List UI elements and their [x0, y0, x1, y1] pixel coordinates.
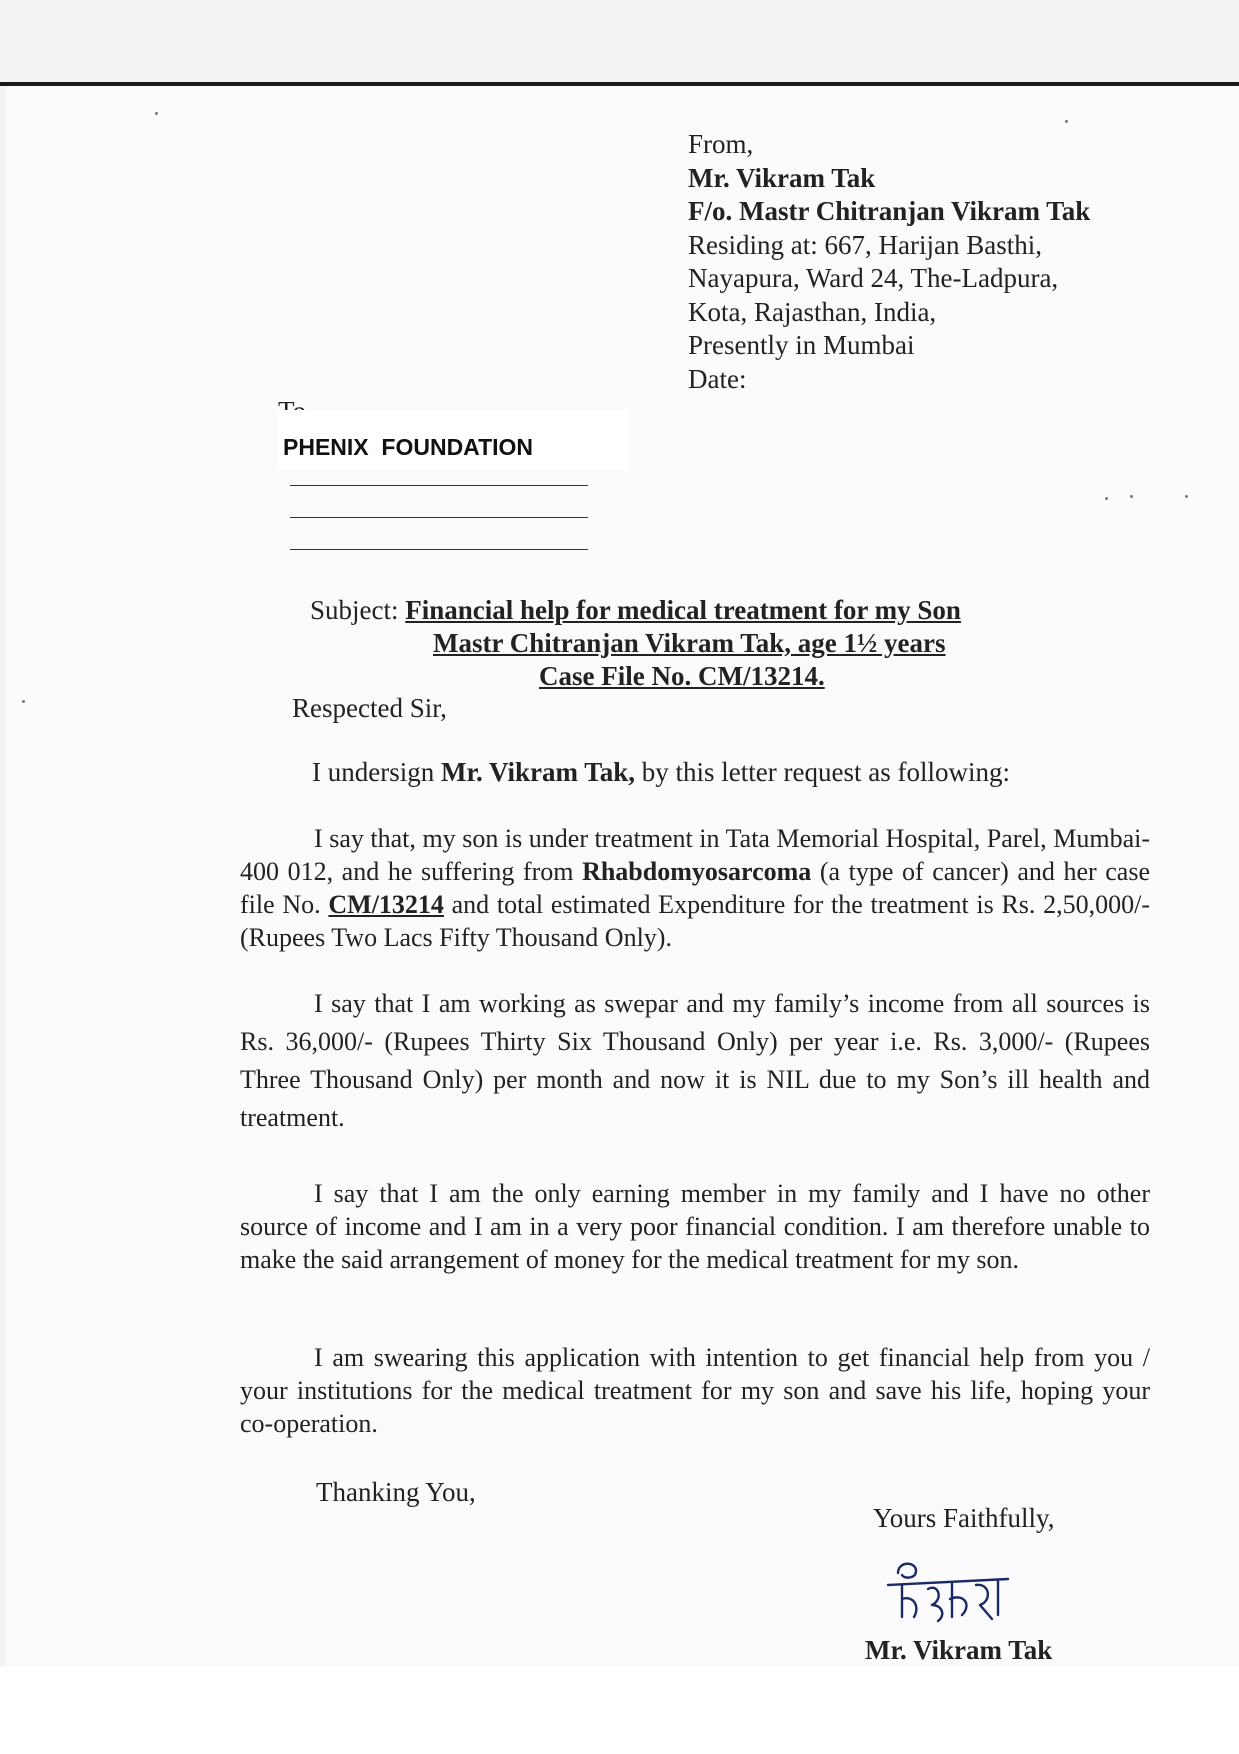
scan-speck [22, 700, 25, 703]
subject-line-2: Mastr Chitranjan Vikram Tak, age 1½ years [433, 628, 946, 658]
paragraph-condition: I say that I am the only earning member in my family and I have no other source of income and I am in a very poor financial condition. I am therefore unable to make the said arrangement of money for the medical treatment for my son. [240, 1179, 1150, 1274]
sender-address-line: Nayapura, Ward 24, The-Ladpura, [688, 263, 1059, 293]
subject-line-1: Financial help for medical treatment for my Son [405, 595, 961, 625]
sender-address-line: Kota, Rajasthan, India, [688, 296, 937, 327]
paragraph-request: I am swearing this application with intention to get financial help from you / your institutions for the medical treatment for my son and save his life, hoping your co-operation. [240, 1343, 1150, 1438]
scan-speck [1185, 495, 1188, 498]
recipient-address-blank-line [290, 485, 588, 486]
recipient-address-blank-line [290, 517, 588, 518]
paragraph-text: and total estimated Expenditure for the treatment is Rs. 2,50,000/- (Rupees Two Lacs Fifty Thousand Only). [240, 890, 1151, 952]
sender-relation: F/o. Mastr Chitranjan Vikram Tak [688, 196, 1091, 226]
disease-name: Rhabdomyosarcoma [582, 857, 812, 886]
closing-line: Yours Faithfully, [873, 1503, 1055, 1533]
scan-speck [1105, 497, 1108, 500]
subject-line-3: Case File No. CM/13214. [539, 661, 825, 691]
sender-block [688, 128, 1090, 396]
recipient-name: PHENIX FOUNDATION [283, 434, 534, 460]
paragraph-text: (a type of cancer) and her case file No. [240, 857, 1150, 919]
sender-address-line: Presently in Mumbai [688, 330, 915, 360]
intro-text: by this letter request as following: [635, 757, 1010, 787]
scan-bottom-area [0, 1666, 1239, 1754]
paragraph-income: I say that I am working as swepar and my family’s income from all sources is Rs. 36,000/- (Rupees Thirty Six Thousand Only) per year i.e. Rs. 3,000/- (Rupees Three Thousand Only) per month and now it is NIL due to my Son’s ill health and treatment. [240, 989, 1150, 1132]
date-label: Date: [688, 363, 747, 394]
scan-speck [155, 112, 158, 115]
scan-speck [1130, 495, 1133, 498]
intro-line [312, 757, 1010, 788]
intro-text: I undersign [312, 757, 441, 787]
scan-speck [1065, 120, 1068, 123]
intro-name: Mr. Vikram Tak, [440, 757, 636, 787]
signature-drawing [880, 1555, 1020, 1630]
subject-label: Subject: [310, 595, 406, 625]
sender-address-line: Residing at: 667, Harijan Basthi, [688, 229, 1042, 260]
case-file-number: CM/13214 [328, 890, 444, 919]
thanks-line: Thanking You, [316, 1477, 476, 1507]
salutation: Respected Sir, [292, 693, 447, 723]
recipient-address-blank-line [290, 549, 588, 550]
handwritten-signature [880, 1555, 1020, 1635]
paragraph-text: I say that, my son is under treatment in Tata Memorial Hospital, Parel, Mumbai- 400 012, and he suffering from [240, 824, 1150, 886]
from-heading: From, [688, 129, 754, 159]
paragraph-treatment [240, 822, 1150, 954]
sender-name: Mr. Vikram Tak [688, 162, 876, 193]
signer-name: Mr. Vikram Tak [865, 1635, 1053, 1665]
